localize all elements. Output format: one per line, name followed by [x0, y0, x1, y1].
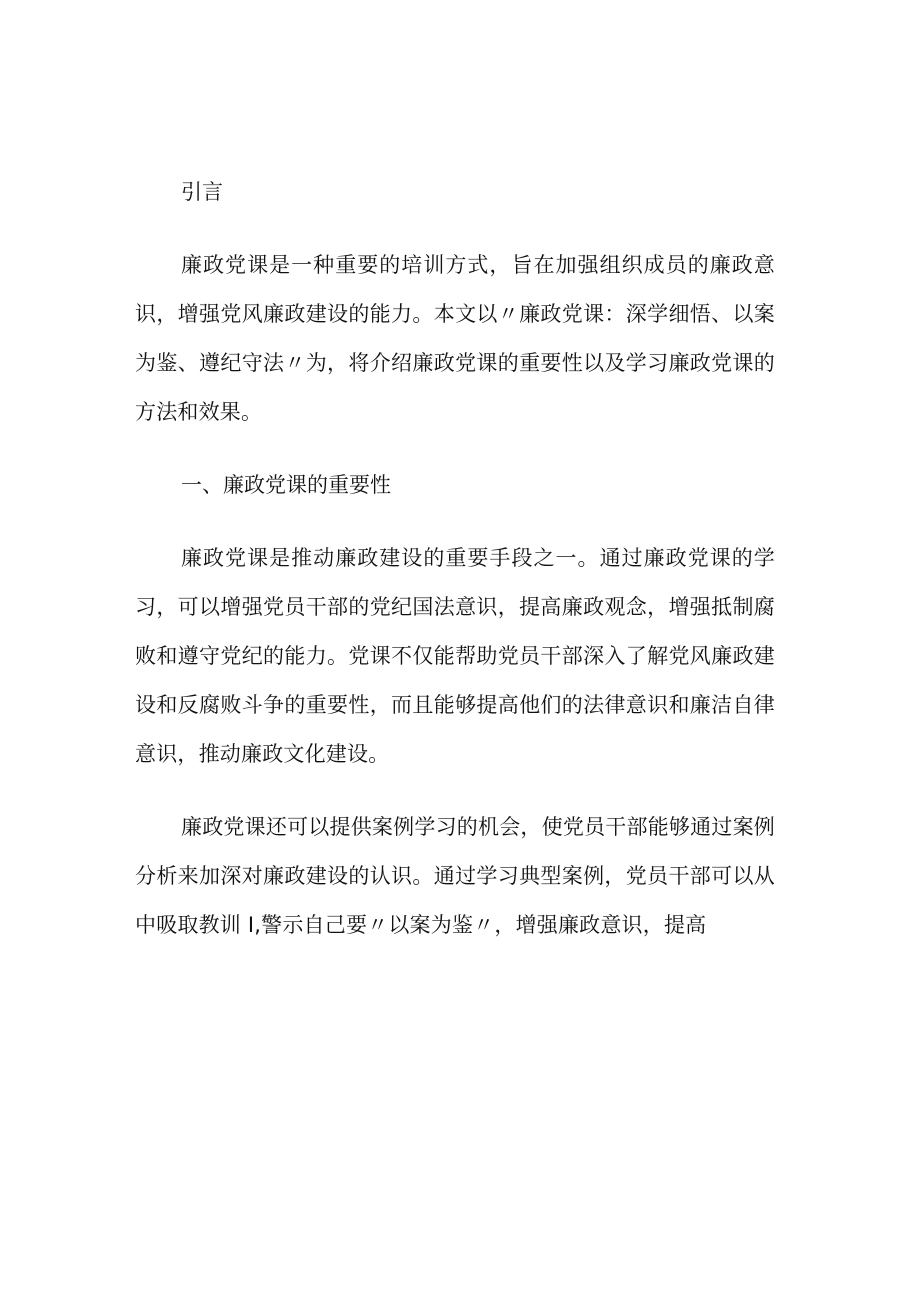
heading-intro: 引言 [181, 180, 223, 204]
paragraph-intro: 廉政党课是一种重要的培训方式，旨在加强组织成员的廉政意识，增强党风廉政建设的能力。本文以〃廉政党课：深学细悟、以案为鉴、遵纪守法〃为，将介绍廉政党课的重要性以及学习廉政党课的方法和效果。 [135, 253, 775, 424]
paragraph-section-1-a: 廉政党课是推动廉政建设的重要手段之一。通过廉政党课的学习，可以增强党员干部的党纪国法意识，提高廉政观念，增强抵制腐败和遵守党纪的能力。党课不仅能帮助党员干部深入了解党风廉政建设和反腐败斗争的重要性，而且能够提高他们的法律意识和廉洁自律意识，推动廉政文化建设。 [135, 546, 775, 766]
document-body [135, 168, 775, 950]
paragraph-section-1-b: 廉政党课还可以提供案例学习的机会，使党员干部能够通过案例分析来加深对廉政建设的认识。通过学习典型案例，党员干部可以从中吸取教训 I,警示自己要〃以案为鉴〃，增强廉政意识，提高 [135, 815, 775, 937]
heading-section-1: 一、廉政党课的重要性 [181, 473, 391, 497]
